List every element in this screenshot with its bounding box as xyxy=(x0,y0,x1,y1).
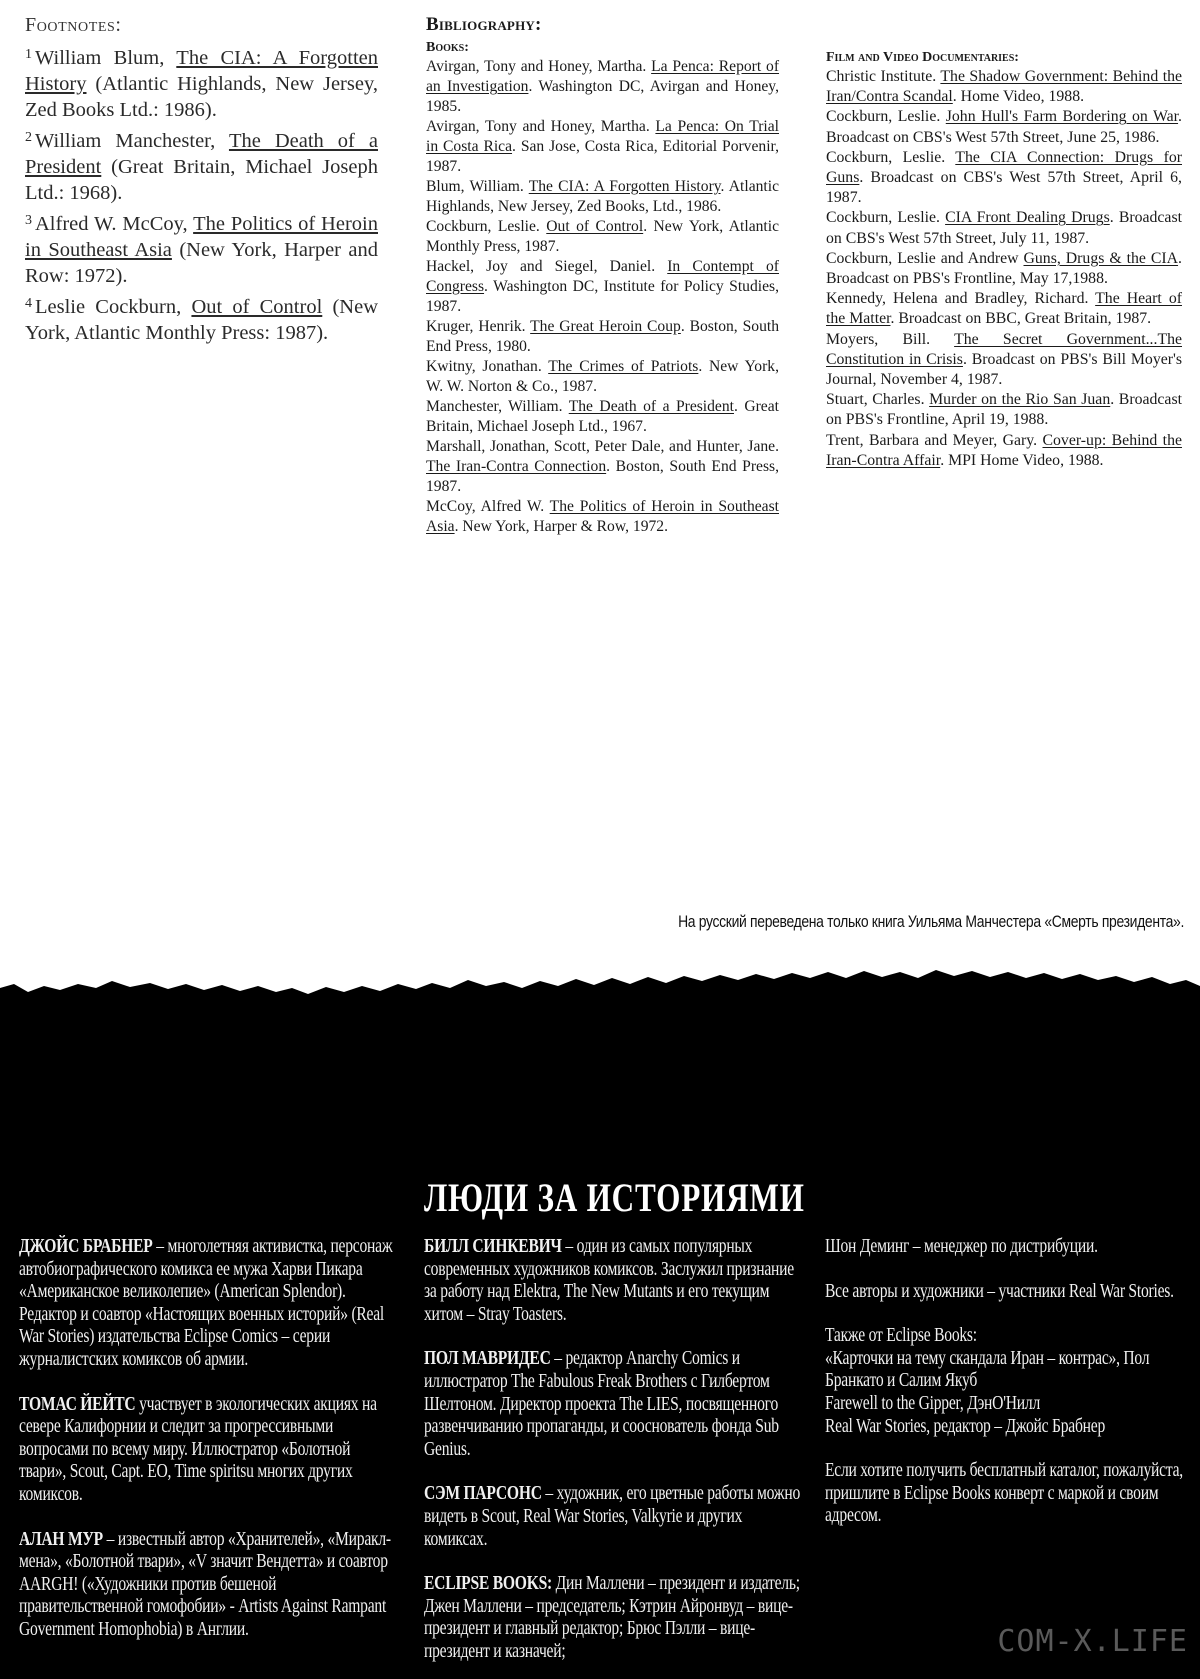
person-name: АЛАН МУР xyxy=(19,1528,103,1550)
person-bio xyxy=(19,1529,399,1642)
bibliography-entry xyxy=(426,357,779,397)
bibliography-entry xyxy=(426,177,779,217)
person-name: ПОЛ МАВРИДЕС xyxy=(424,1348,551,1370)
footnote-number: 3 xyxy=(25,213,32,228)
person-description: Дин Маллени – президент и издатель; Джен Маллени – председатель; Кэтрин Айронвуд – вице-президент и главный редактор; Брюс Пэлли – вице-президент и казначей; xyxy=(424,1573,800,1662)
entry-details: . New York, Atlantic Monthly Press, 1987. xyxy=(426,218,780,255)
entry-title: Murder on the Rio San Juan xyxy=(929,391,1111,409)
entry-author: Marshall, Jonathan, Scott, Peter Dale, and Hunter, Jane. xyxy=(426,438,779,455)
entry-title: The Heart of the Matter xyxy=(826,290,1182,328)
footnote-author: Leslie Cockburn, xyxy=(35,296,192,318)
footnote-author: William Blum, xyxy=(35,47,177,69)
entry-author: Cockburn, Leslie. xyxy=(826,108,946,126)
entry-author: Kennedy, Helena and Bradley, Richard. xyxy=(826,290,1096,308)
people-column-2 xyxy=(424,1236,804,1679)
footnote-title: Out of Control xyxy=(191,296,323,318)
person-description: – редактор Anarchy Comics и иллюстратор The Fabulous Freak Brothers с Гилбертом Шелтоном. Директор проекта The LIES, посвященного развенчиванию пропаганды, и сооснователь фонда Sub Genius. xyxy=(424,1348,779,1460)
entry-title: The Crimes of Patriots xyxy=(548,358,699,375)
entry-details: . Washington DC, Avirgan and Honey, 1985. xyxy=(426,78,779,115)
info-line: Все авторы и художники – участники Real War Stories. xyxy=(825,1280,1174,1302)
entry-author: Stuart, Charles. xyxy=(826,391,930,409)
entry-title: The Iran-Contra Connection xyxy=(426,458,607,475)
entry-title: La Penca: Report of an Investigation xyxy=(426,58,780,95)
bibliography-entry xyxy=(826,148,1182,209)
entry-details: . Home Video, 1988. xyxy=(952,88,1085,106)
entry-title: The CIA: A Forgotten History xyxy=(528,178,721,195)
person-bio xyxy=(19,1236,399,1372)
bibliography-entry xyxy=(826,390,1182,430)
person-bio xyxy=(19,1394,399,1507)
footnote-title: The CIA: A Forgotten History xyxy=(25,47,378,95)
bibliography-entry xyxy=(426,317,779,357)
info-paragraph xyxy=(825,1236,1197,1259)
entry-author: Kruger, Henrik. xyxy=(426,318,531,335)
info-line: Если хотите получить бесплатный каталог, пожалуйста, пришлите в Eclipse Books конверт с маркой и своим адресом. xyxy=(825,1460,1183,1527)
person-description: – художник, его цветные работы можно видеть в Scout, Real War Stories, Valkyrie и других комиксах. xyxy=(424,1483,801,1550)
footnote-item xyxy=(25,128,378,206)
bibliography-entry xyxy=(826,249,1182,289)
footnote-details: (New York, Harper and Row: 1972). xyxy=(25,239,379,287)
info-paragraph xyxy=(825,1460,1197,1528)
entry-title: The Politics of Heroin in Southeast Asia xyxy=(426,498,779,535)
bibliography-entry xyxy=(826,330,1182,391)
bibliography-entry xyxy=(826,289,1182,329)
entry-author: Kwitny, Jonathan. xyxy=(426,358,549,375)
footnotes-heading: Footnotes: xyxy=(25,14,122,36)
entry-details: . Broadcast on PBS's Bill Moyer's Journal, November 4, 1987. xyxy=(826,350,1182,389)
entry-author: Cockburn, Leslie. xyxy=(826,209,946,227)
entry-title: The Great Heroin Coup xyxy=(530,318,681,335)
person-bio xyxy=(424,1573,804,1663)
site-watermark: COM-X.LIFE xyxy=(997,1624,1188,1659)
people-column-3 xyxy=(825,1236,1197,1550)
bibliography-entry xyxy=(426,397,779,437)
translation-note: На русский переведена только книга Уильяма Манчестера «Смерть президента». xyxy=(678,912,1184,931)
person-bio xyxy=(424,1236,804,1326)
footnote-details: (New York, Atlantic Monthly Press: 1987). xyxy=(25,296,378,344)
entry-title: CIA Front Dealing Drugs xyxy=(945,209,1110,227)
footnote-author: Alfred W. McCoy, xyxy=(35,213,194,235)
bibliography-entry xyxy=(426,57,779,117)
footnote-details: (Great Britain, Michael Joseph Ltd.: 1968). xyxy=(25,156,378,204)
info-paragraph xyxy=(825,1281,1197,1304)
bibliography-entry xyxy=(426,437,779,497)
films-heading: Film and Video Documentaries: xyxy=(826,50,1019,65)
entry-title: The CIA Connection: Drugs for Guns xyxy=(826,148,1182,187)
footnote-number: 4 xyxy=(25,296,32,311)
entry-details: . Boston, South End Press, 1987. xyxy=(426,458,779,495)
footnote-item xyxy=(25,211,378,289)
entry-title: La Penca: On Trial in Costa Rica xyxy=(426,118,779,155)
books-list xyxy=(426,57,779,537)
entry-details: . MPI Home Video, 1988. xyxy=(940,451,1104,469)
info-line: «Карточки на тему скандала Иран – контрас», Пол Бранкато и Салим Якуб xyxy=(825,1347,1150,1392)
footnote-item xyxy=(25,45,378,123)
people-title: ЛЮДИ ЗА ИСТОРИЯМИ xyxy=(424,1175,805,1220)
bibliography-entry xyxy=(426,257,779,317)
person-description: – многолетняя активистка, персонаж автобиографического комикса ее мужа Харви Пикара «Американское великолепие» (American Splendor). Редактор и соавтор «Настоящих военных историй» (Real War Stories) издательства Eclipse Comics – серии журналистских комиксов об армии. xyxy=(19,1236,393,1370)
entry-details: . Washington DC, Institute for Policy Studies, 1987. xyxy=(426,278,779,315)
entry-author: Moyers, Bill. xyxy=(826,330,955,348)
people-column-1 xyxy=(19,1236,399,1664)
person-description: участвует в экологических акциях на севере Калифорнии и следит за прогрессивными вопросами по всему миру. Иллюстратор «Болотной твари», Scout, Capt. EO, Time spiritsu многих других комиксов. xyxy=(19,1393,377,1505)
entry-author: McCoy, Alfred W. xyxy=(426,498,550,515)
films-column xyxy=(826,50,1182,471)
entry-details: . New York, W. W. Norton & Co., 1987. xyxy=(426,358,779,395)
person-name: ДЖОЙС БРАБНЕР xyxy=(19,1236,153,1257)
info-line: Также от Eclipse Books: xyxy=(825,1325,977,1347)
entry-title: Guns, Drugs & the CIA xyxy=(1023,249,1179,267)
info-paragraph xyxy=(825,1325,1197,1438)
person-name: ECLIPSE BOOKS: xyxy=(424,1573,552,1595)
entry-author: Blum, William. xyxy=(426,178,529,195)
footnote-details: (Atlantic Highlands, New Jersey, Zed Books Ltd.: 1986). xyxy=(25,73,378,121)
entry-details: . Broadcast on PBS's Frontline, May 17,1988. xyxy=(826,249,1182,288)
entry-author: Trent, Barbara and Meyer, Gary. xyxy=(826,431,1043,449)
bibliography-entry xyxy=(826,67,1182,107)
entry-author: Cockburn, Leslie. xyxy=(426,218,547,235)
entry-author: Christic Institute. xyxy=(826,68,941,85)
entry-details: . Broadcast on CBS's West 57th Street, April 6, 1987. xyxy=(826,169,1182,207)
entry-author: Hackel, Joy and Siegel, Daniel. xyxy=(426,258,668,275)
entry-details: . New York, Harper & Row, 1972. xyxy=(454,518,668,535)
footnote-number: 2 xyxy=(25,130,32,145)
entry-title: The Shadow Government: Behind the Iran/Contra Scandal xyxy=(826,68,1182,106)
entry-details: . Atlantic Highlands, New Jersey, Zed Books, Ltd., 1986. xyxy=(426,178,779,215)
footnotes-column xyxy=(25,14,378,351)
person-name: БИЛЛ СИНКЕВИЧ xyxy=(424,1236,562,1257)
bibliography-entry xyxy=(426,497,779,537)
bibliography-heading: Bibliography: xyxy=(426,14,542,35)
entry-details: . Boston, South End Press, 1980. xyxy=(426,318,779,355)
entry-title: In Contempt of Congress xyxy=(426,258,779,295)
entry-author: Manchester, William. xyxy=(426,398,569,415)
person-description: – известный автор «Хранителей», «Мираклмена», «Болотной твари», «V значит Вендетта» и соавтор AARGH! («Художники против бешеной правительственной гомофобии» - Artists Against Rampant Government Homophobia) в Англии. xyxy=(19,1528,392,1640)
entry-details: . Broadcast on PBS's Frontline, April 19, 1988. xyxy=(826,391,1182,429)
entry-author: Cockburn, Leslie. xyxy=(826,148,956,166)
info-line: Farewell to the Gipper, ДэнО'Нилл xyxy=(825,1392,1040,1414)
footnote-number: 1 xyxy=(25,47,32,62)
bibliography-entry xyxy=(826,431,1182,471)
person-name: СЭМ ПАРСОНС xyxy=(424,1483,542,1505)
entry-title: John Hull's Farm Bordering on War xyxy=(945,108,1179,126)
bibliography-column xyxy=(426,14,779,537)
bibliography-entry xyxy=(426,217,779,257)
entry-title: The Secret Government...The Constitution in Crisis xyxy=(826,330,1182,368)
books-heading: Books: xyxy=(426,40,469,55)
entry-author: Cockburn, Leslie and Andrew xyxy=(826,249,1024,267)
bibliography-entry xyxy=(826,107,1182,147)
person-bio xyxy=(424,1483,804,1551)
bibliography-entry xyxy=(426,117,779,177)
person-description: – один из самых популярных современных художников комиксов. Заслужил признание за работу над Elektra, The New Mutants и его текущим хитом – Stray Toasters. xyxy=(424,1236,794,1325)
films-list xyxy=(826,67,1182,471)
entry-details: . San Jose, Costa Rica, Editorial Porvenir, 1987. xyxy=(426,138,779,175)
bibliography-entry xyxy=(826,208,1182,248)
entry-title: Cover-up: Behind the Iran-Contra Affair xyxy=(826,431,1182,469)
entry-details: . Great Britain, Michael Joseph Ltd., 1967. xyxy=(426,398,779,435)
person-name: ТОМАС ЙЕЙТС xyxy=(19,1393,136,1415)
entry-details: . Broadcast on CBS's West 57th Street, June 25, 1986. xyxy=(826,108,1182,146)
footnote-title: The Politics of Heroin in Southeast Asia xyxy=(25,213,378,261)
entry-title: The Death of a President xyxy=(568,398,734,415)
info-line: Шон Деминг – менеджер по дистрибуции. xyxy=(825,1236,1098,1257)
entry-details: . Broadcast on CBS's West 57th Street, July 11, 1987. xyxy=(826,209,1182,247)
entry-details: . Broadcast on BBC, Great Britain, 1987. xyxy=(890,310,1152,328)
footnote-item xyxy=(25,294,378,346)
entry-author: Avirgan, Tony and Honey, Martha. xyxy=(426,118,656,135)
footnote-author: William Manchester, xyxy=(35,130,229,152)
info-line: Real War Stories, редактор – Джойс Брабнер xyxy=(825,1415,1106,1437)
entry-title: Out of Control xyxy=(546,218,644,235)
footnote-title: The Death of a President xyxy=(25,130,378,178)
entry-author: Avirgan, Tony and Honey, Martha. xyxy=(426,58,652,75)
person-bio xyxy=(424,1348,804,1461)
footnotes-list xyxy=(25,45,378,346)
